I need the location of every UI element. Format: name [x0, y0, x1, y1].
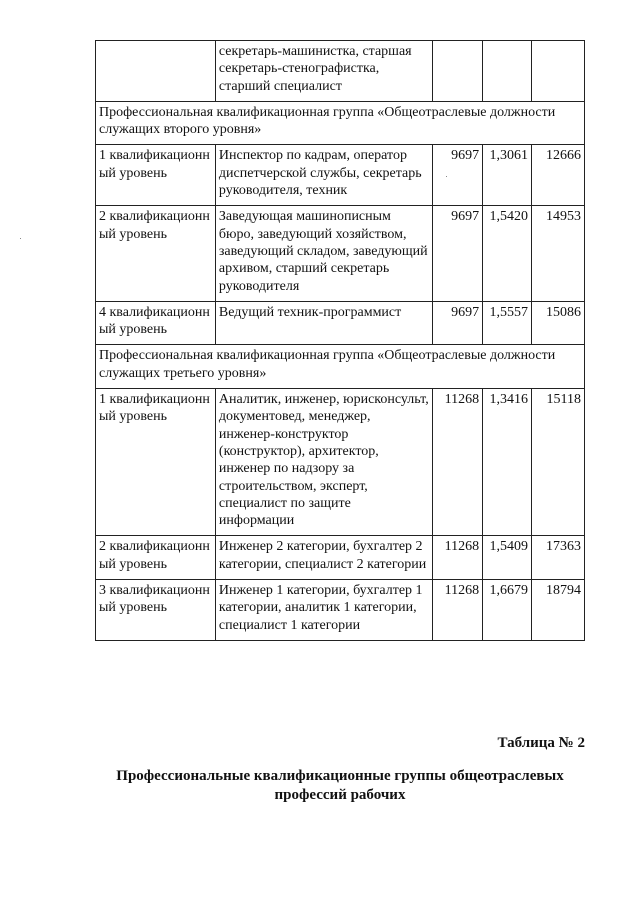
coefficient-cell: 1,5409	[483, 536, 532, 580]
scan-speck	[20, 238, 21, 239]
positions-cell: секретарь-машинистка, старшая секретарь-стенографистка, старший специалист	[215, 41, 432, 102]
salary-table-body	[96, 41, 585, 641]
base-salary-cell: 9697	[433, 206, 483, 301]
base-salary-cell: 11268	[433, 536, 483, 580]
table-row	[96, 580, 585, 641]
table-row	[96, 206, 585, 301]
table-title: Профессиональные квалификационные группы общеотраслевых профессий рабочих	[116, 768, 564, 803]
salary-cell: 15086	[532, 301, 585, 345]
base-salary-cell: 9697	[433, 301, 483, 345]
qualification-level-cell: 2 квалификационн ый уровень	[96, 536, 216, 580]
scan-speck	[446, 176, 447, 177]
salary-cell	[532, 41, 585, 102]
coefficient-cell: 1,6679	[483, 580, 532, 641]
base-salary-cell: 11268	[433, 580, 483, 641]
salary-cell: 18794	[532, 580, 585, 641]
group-header-cell: Профессиональная квалификационная группа «Общеотраслевые должности служащих третьего уровня»	[96, 345, 585, 389]
coefficient-cell: 1,5557	[483, 301, 532, 345]
coefficient-cell: 1,3061	[483, 145, 532, 206]
salary-cell: 14953	[532, 206, 585, 301]
base-salary-cell	[433, 41, 483, 102]
table-row	[96, 145, 585, 206]
salary-cell: 15118	[532, 389, 585, 536]
positions-cell: Инженер 1 категории, бухгалтер 1 категории, аналитик 1 категории, специалист 1 категории	[215, 580, 432, 641]
positions-cell: Инспектор по кадрам, оператор диспетчерской службы, секретарь руководителя, техник	[215, 145, 432, 206]
qualification-level-cell: 3 квалификационн ый уровень	[96, 580, 216, 641]
qualification-level-cell: 1 квалификационн ый уровень	[96, 389, 216, 536]
group-header-row	[96, 345, 585, 389]
table-row	[96, 536, 585, 580]
positions-cell: Инженер 2 категории, бухгалтер 2 категории, специалист 2 категории	[215, 536, 432, 580]
group-header-cell: Профессиональная квалификационная группа «Общеотраслевые должности служащих второго уровня»	[96, 101, 585, 145]
salary-cell: 17363	[532, 536, 585, 580]
coefficient-cell: 1,5420	[483, 206, 532, 301]
group-header-row	[96, 101, 585, 145]
qualification-level-cell: 1 квалификационн ый уровень	[96, 145, 216, 206]
table-caption: Таблица № 2	[497, 735, 585, 751]
coefficient-cell: 1,3416	[483, 389, 532, 536]
base-salary-cell: 9697	[433, 145, 483, 206]
table-row	[96, 301, 585, 345]
coefficient-cell	[483, 41, 532, 102]
salary-cell: 12666	[532, 145, 585, 206]
qualification-level-cell: 4 квалификационн ый уровень	[96, 301, 216, 345]
positions-cell: Заведующая машинописным бюро, заведующий хозяйством, заведующий складом, заведующий архивом, старший секретарь руководителя	[215, 206, 432, 301]
positions-cell: Ведущий техник-программист	[215, 301, 432, 345]
table-row	[96, 389, 585, 536]
salary-table	[95, 40, 585, 641]
qualification-level-cell: 2 квалификационн ый уровень	[96, 206, 216, 301]
table-row	[96, 41, 585, 102]
base-salary-cell: 11268	[433, 389, 483, 536]
qualification-level-cell	[96, 41, 216, 102]
positions-cell: Аналитик, инженер, юрисконсульт, документовед, менеджер, инженер-конструктор (конструктор), архитектор, инженер по надзору за строительством, эксперт, специалист по защите информации	[215, 389, 432, 536]
